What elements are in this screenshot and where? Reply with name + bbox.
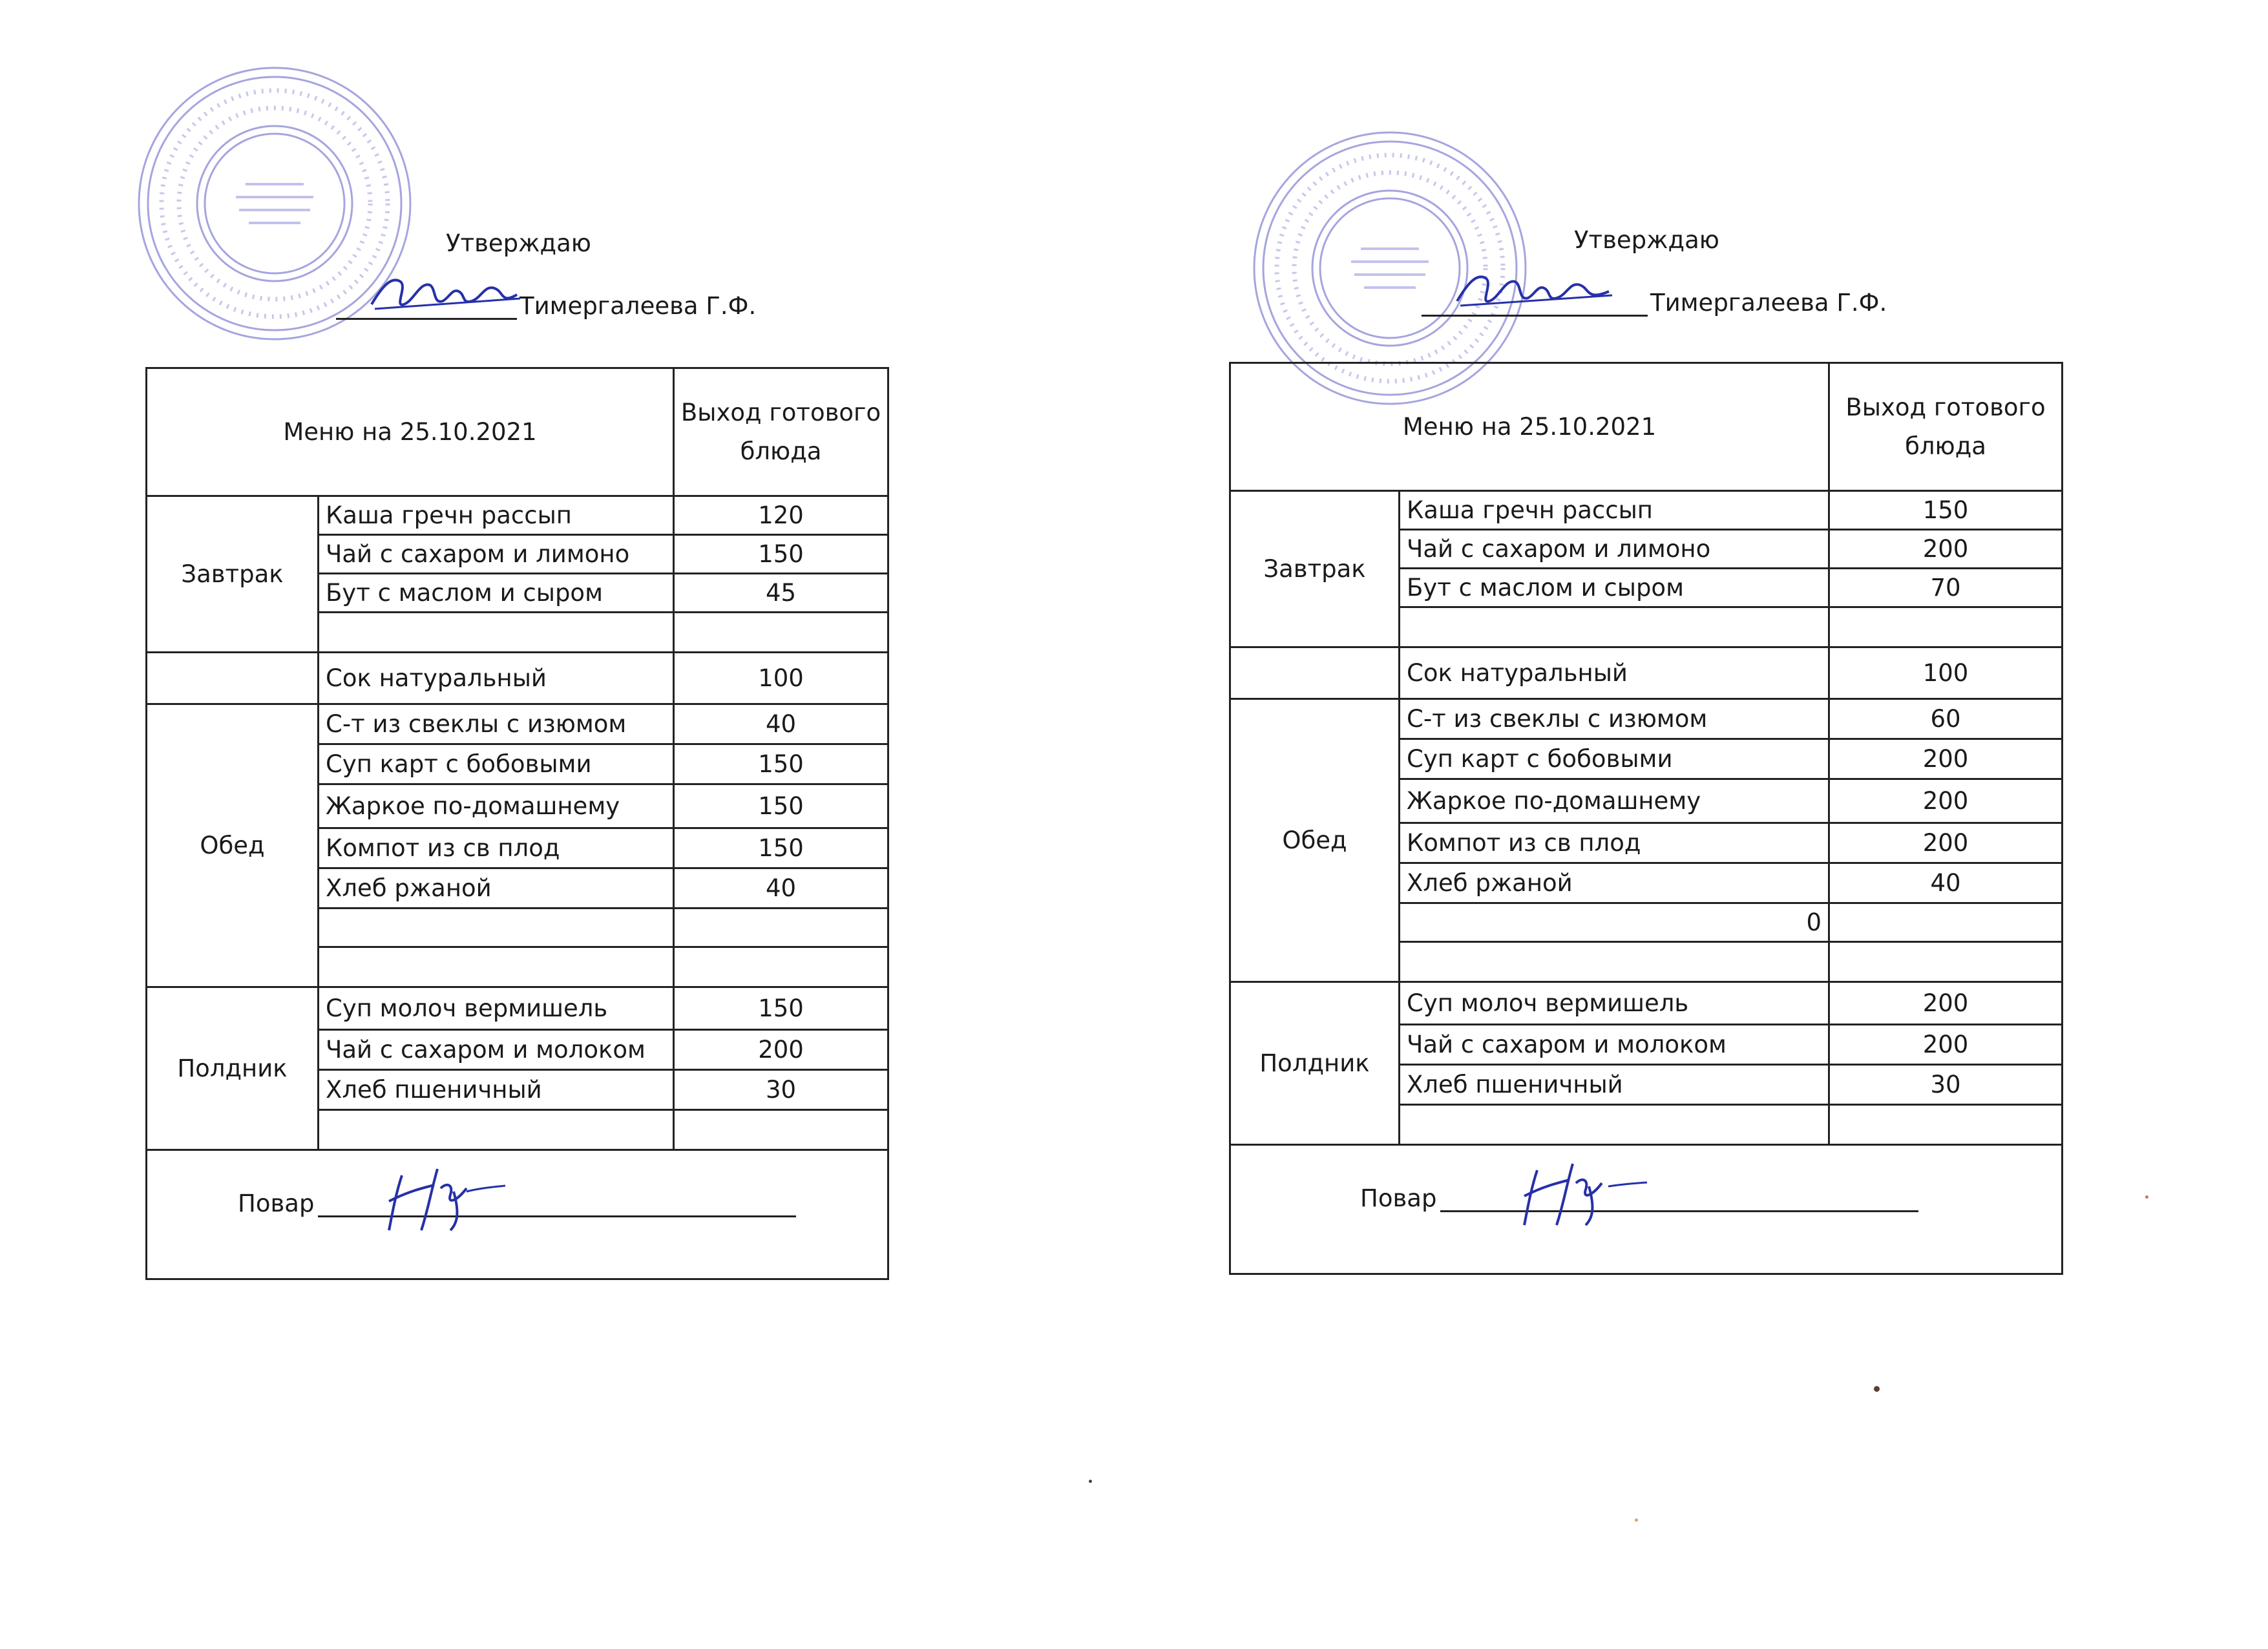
empty-cell — [1829, 903, 2063, 942]
director-signature-line — [336, 292, 756, 320]
cook-underline — [318, 1192, 796, 1217]
empty-cell — [1400, 942, 1829, 982]
dish-portion: 150 — [1829, 491, 2063, 530]
dish-portion: 40 — [1829, 863, 2063, 903]
cook-label: Повар — [1360, 1184, 1437, 1212]
dish-portion: 200 — [674, 1030, 888, 1070]
dish-name: Компот из св плод — [319, 828, 674, 868]
meal-breakfast: Завтрак — [147, 496, 319, 653]
dish-name: Суп молоч вермишель — [319, 987, 674, 1030]
dish-portion: 200 — [1829, 982, 2063, 1025]
empty-cell — [319, 947, 674, 987]
dish-name: Суп карт с бобовыми — [1400, 739, 1829, 779]
dish-portion: 150 — [674, 784, 888, 828]
dish-name: Каша гречн рассып — [319, 496, 674, 535]
cook-line — [1360, 1184, 1918, 1212]
director-signature — [368, 269, 523, 320]
scan-speck — [1874, 1386, 1880, 1392]
scan-speck — [1635, 1518, 1638, 1522]
empty-cell — [1230, 647, 1400, 699]
meal-breakfast: Завтрак — [1230, 491, 1400, 647]
director-name: Тимергалеева Г.Ф. — [520, 292, 757, 320]
dish-portion: 40 — [674, 704, 888, 744]
cook-signature-row — [147, 1150, 888, 1279]
dish-name: Бут с маслом и сыром — [1400, 569, 1829, 607]
menu-title: Меню на 25.10.2021 — [1230, 363, 1829, 491]
director-signature — [1454, 266, 1615, 317]
formula-zero-cell: 0 — [1400, 903, 1829, 942]
menu-table — [145, 367, 889, 1280]
cook-signature-row — [1230, 1145, 2063, 1274]
dish-name: Жаркое по-домашнему — [319, 784, 674, 828]
dish-portion: 100 — [1829, 647, 2063, 699]
dish-portion: 150 — [674, 744, 888, 784]
empty-cell — [147, 653, 319, 704]
dish-name: Чай с сахаром и лимоно — [1400, 530, 1829, 569]
empty-cell — [674, 613, 888, 653]
director-signature-line — [1422, 289, 1887, 317]
approve-label: Утверждаю — [1574, 226, 1719, 254]
dish-name: Суп карт с бобовыми — [319, 744, 674, 784]
director-name: Тимергалеева Г.Ф. — [1650, 289, 1887, 317]
dish-portion: 30 — [1829, 1065, 2063, 1105]
dish-name: Хлеб ржаной — [1400, 863, 1829, 903]
dish-name: Суп молоч вермишель — [1400, 982, 1829, 1025]
dish-portion: 200 — [1829, 739, 2063, 779]
dish-name: Компот из св плод — [1400, 823, 1829, 863]
dish-name: Сок натуральный — [319, 653, 674, 704]
dish-portion: 150 — [674, 535, 888, 574]
dish-name: Чай с сахаром и молоком — [319, 1030, 674, 1070]
empty-cell — [319, 1110, 674, 1150]
empty-cell — [1400, 1105, 1829, 1145]
cook-signature — [376, 1162, 505, 1234]
menu-title: Меню на 25.10.2021 — [147, 368, 674, 496]
dish-portion: 150 — [674, 987, 888, 1030]
scan-speck — [2145, 1195, 2148, 1199]
dish-portion: 150 — [674, 828, 888, 868]
dish-name: С-т из свеклы с изюмом — [1400, 699, 1829, 739]
dish-portion: 40 — [674, 868, 888, 909]
dish-portion: 100 — [674, 653, 888, 704]
menu-table — [1229, 362, 2063, 1275]
dish-name: Бут с маслом и сыром — [319, 574, 674, 613]
signature-underline — [336, 292, 517, 320]
signature-underline — [1422, 289, 1648, 317]
meal-snack: Полдник — [1230, 982, 1400, 1145]
empty-cell — [674, 909, 888, 947]
dish-name: Хлеб пшеничный — [1400, 1065, 1829, 1105]
dish-name: Хлеб ржаной — [319, 868, 674, 909]
dish-portion: 200 — [1829, 823, 2063, 863]
empty-cell — [674, 1110, 888, 1150]
empty-cell — [1829, 1105, 2063, 1145]
dish-name: С-т из свеклы с изюмом — [319, 704, 674, 744]
empty-cell — [1829, 607, 2063, 647]
empty-cell — [1400, 607, 1829, 647]
dish-portion: 200 — [1829, 1025, 2063, 1065]
meal-snack: Полдник — [147, 987, 319, 1150]
dish-name: Хлеб пшеничный — [319, 1070, 674, 1110]
empty-cell — [674, 947, 888, 987]
cook-label: Повар — [238, 1190, 315, 1217]
empty-cell — [319, 909, 674, 947]
empty-cell — [1829, 942, 2063, 982]
dish-name: Сок натуральный — [1400, 647, 1829, 699]
dish-name: Каша гречн рассып — [1400, 491, 1829, 530]
scan-speck — [1089, 1480, 1092, 1483]
meal-lunch: Обед — [147, 704, 319, 987]
dish-portion: 120 — [674, 496, 888, 535]
dish-portion: 200 — [1829, 779, 2063, 823]
output-header: Выход готового блюда — [674, 368, 888, 496]
approve-label: Утверждаю — [446, 229, 591, 257]
dish-portion: 60 — [1829, 699, 2063, 739]
dish-name: Чай с сахаром и лимоно — [319, 535, 674, 574]
dish-portion: 45 — [674, 574, 888, 613]
dish-name: Чай с сахаром и молоком — [1400, 1025, 1829, 1065]
dish-portion: 200 — [1829, 530, 2063, 569]
meal-lunch: Обед — [1230, 699, 1400, 982]
output-header: Выход готового блюда — [1829, 363, 2063, 491]
cook-underline — [1440, 1187, 1918, 1212]
dish-portion: 30 — [674, 1070, 888, 1110]
dish-portion: 70 — [1829, 569, 2063, 607]
cook-signature — [1511, 1157, 1647, 1228]
dish-name: Жаркое по-домашнему — [1400, 779, 1829, 823]
empty-cell — [319, 613, 674, 653]
cook-line — [238, 1190, 796, 1217]
